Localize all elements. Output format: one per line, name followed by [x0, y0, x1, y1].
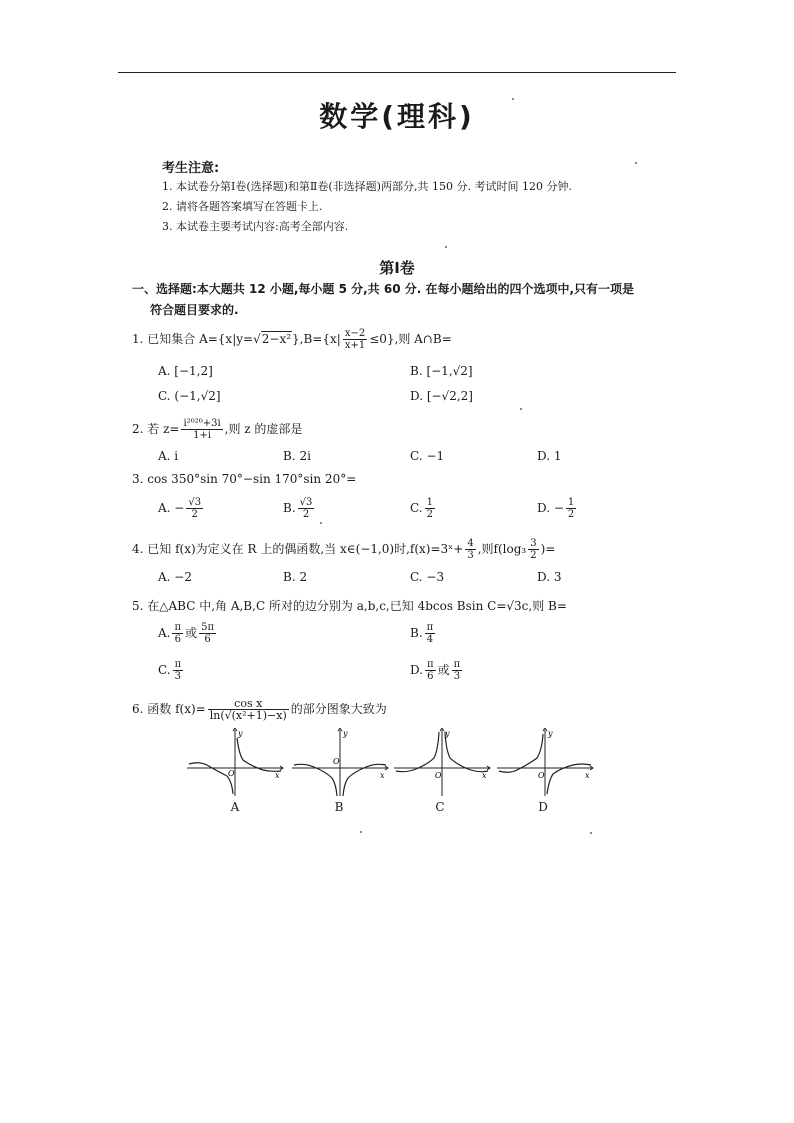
q2-option-d: D. 1	[537, 449, 562, 463]
notice-item-2: 2. 请将各题答案填写在答题卡上.	[162, 200, 323, 213]
q1-option-c: C. (−1,√2]	[158, 389, 221, 403]
q4-option-d: D. 3	[537, 570, 562, 584]
graph-b-y-label: y	[343, 729, 348, 738]
q1-option-b: B. [−1,√2]	[410, 364, 473, 378]
question-3: 3. cos 350°sin 70°−sin 170°sin 20°=	[132, 472, 357, 486]
q5-option-d: D. $\frac{\pi}{6}$ 或 $\frac{\pi}{3}$	[410, 659, 461, 682]
q2-option-a: A. i	[158, 449, 179, 463]
question-2: 2. 若 z= $\frac{\text{i²⁰²⁰+3i}}{1+i}$ ,则 z 的虚部是	[132, 418, 303, 441]
q5-option-b: B. $\frac{\pi}{4}$	[410, 622, 434, 645]
graph-a-x-label: x	[275, 771, 280, 780]
graph-label-b: B	[334, 800, 344, 814]
graph-label-a: A	[230, 800, 240, 814]
scan-speck	[512, 98, 514, 100]
graph-a	[185, 728, 285, 798]
q5-option-a: A. $\frac{\pi}{6}$ 或 $\frac{5\pi}{6}$	[158, 622, 215, 645]
notice-item-3: 3. 本试卷主要考试内容:高考全部内容.	[162, 220, 349, 233]
graph-d-origin: O	[538, 771, 545, 780]
question-6: 6. 函数 f(x)= $\frac{\text{cos x}}{\text{ln(√(x²+1)−x)}}$ 的部分图象大致为	[132, 697, 387, 722]
graph-d-x-label: x	[585, 771, 590, 780]
graph-label-c: C	[435, 800, 445, 814]
q3-option-c: C. $\frac{1}{2}$	[410, 497, 433, 520]
scan-speck	[320, 522, 322, 524]
question-5: 5. 在△ABC 中,角 A,B,C 所对的边分别为 a,b,c,已知 4bcos Bsin C=√3c,则 B=	[132, 599, 567, 613]
q4-option-c: C. −3	[410, 570, 445, 584]
graph-b-x-label: x	[380, 771, 385, 780]
graph-c-x-label: x	[482, 771, 487, 780]
q4-option-a: A. −2	[158, 570, 192, 584]
top-rule	[118, 72, 676, 73]
question-1: 1. 已知集合 A={x|y=√2−x²},B={x| $\frac{x-2}{x+1}$ ≤0},则 A∩B=	[132, 328, 452, 351]
q4-option-b: B. 2	[283, 570, 308, 584]
scan-speck	[360, 831, 362, 833]
scan-speck	[520, 408, 522, 410]
section-title: 第Ⅰ卷	[379, 259, 415, 277]
section-intro-line1: 一、选择题:本大题共 12 小题,每小题 5 分,共 60 分. 在每小题给出的四个选项中,只有一项是	[132, 282, 635, 296]
graph-a-origin: O	[228, 769, 235, 778]
graph-d	[495, 728, 595, 798]
graph-a-y-label: y	[238, 729, 243, 738]
graph-b	[290, 728, 390, 798]
scan-speck	[635, 162, 637, 164]
graph-c	[392, 728, 492, 798]
graph-c-origin: O	[435, 771, 442, 780]
q3-option-d: D. − $\frac{1}{2}$	[537, 497, 575, 520]
graph-c-y-label: y	[445, 729, 450, 738]
notice-item-1: 1. 本试卷分第Ⅰ卷(选择题)和第Ⅱ卷(非选择题)两部分,共 150 分. 考试时间 120 分钟.	[162, 180, 572, 193]
question-4: 4. 已知 f(x)为定义在 R 上的偶函数,当 x∈(−1,0)时,f(x)=3ˣ+ $\frac{4}{3}$ ,则f(log₃ $\frac{3}{2}$ )=	[132, 538, 556, 561]
q3-option-b: B. $\frac{√3}{2}$	[283, 497, 313, 520]
q1-option-a: A. [−1,2]	[158, 364, 213, 378]
q1-option-d: D. [−√2,2]	[410, 389, 473, 403]
graph-label-d: D	[538, 800, 548, 814]
q5-option-c: C. $\frac{\pi}{3}$	[158, 659, 182, 682]
q2-option-c: C. −1	[410, 449, 445, 463]
graph-d-y-label: y	[548, 729, 553, 738]
page-title: 数学(理科)	[319, 100, 475, 133]
graph-b-origin: O	[333, 757, 340, 766]
section-intro-line2: 符合题目要求的.	[150, 303, 239, 317]
q3-option-a: A. − $\frac{√3}{2}$	[158, 497, 202, 520]
scan-speck	[590, 832, 592, 834]
q2-option-b: B. 2i	[283, 449, 311, 463]
notice-heading: 考生注意:	[162, 161, 220, 176]
scan-speck	[445, 246, 447, 248]
